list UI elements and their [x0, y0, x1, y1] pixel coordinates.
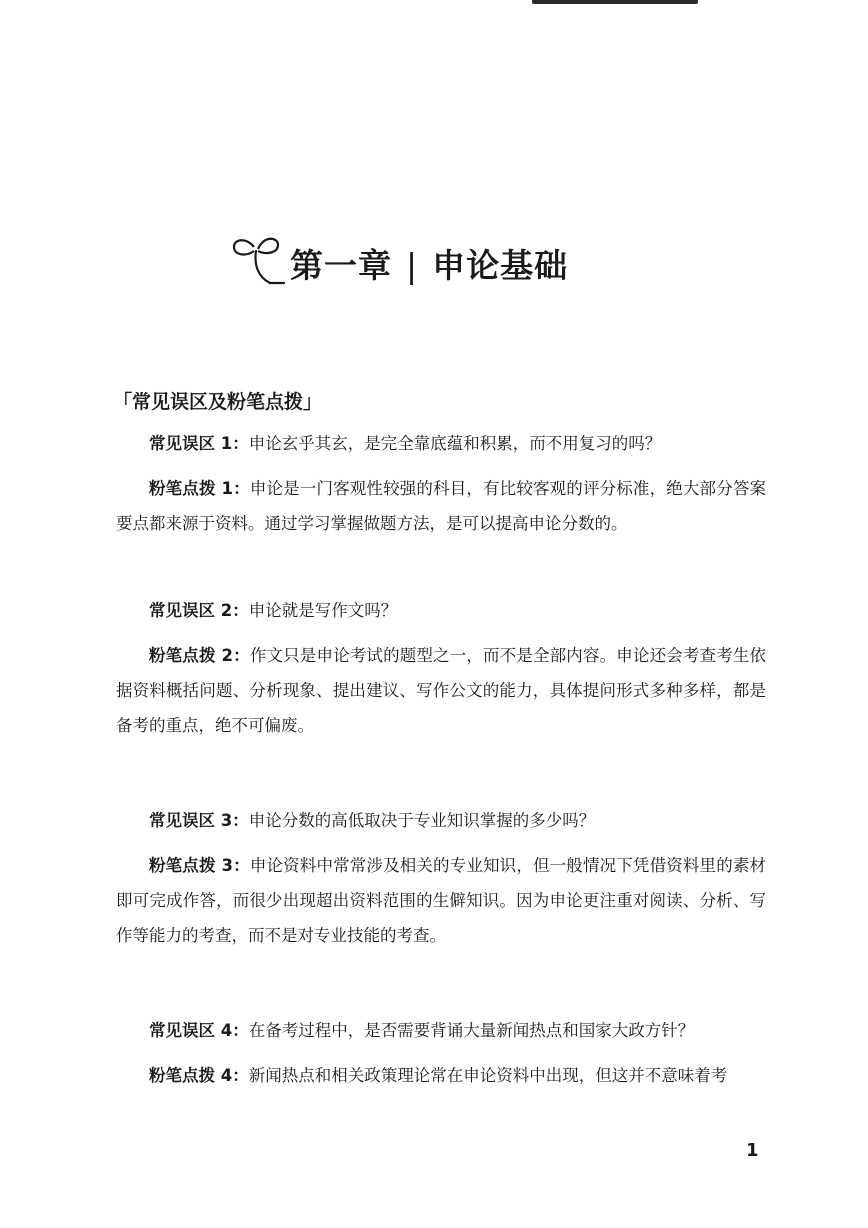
page-number: 1: [746, 1140, 759, 1161]
chapter-name: 申论基础: [432, 245, 569, 285]
misconception-3: [116, 803, 766, 838]
qa-item-3: [116, 803, 766, 953]
misconception-4: [116, 1013, 766, 1048]
misconception-text: 申论玄乎其玄，是完全靠底蕴和积累，而不用复习的吗？: [248, 434, 662, 453]
tip-label: 粉笔点拨 3：: [149, 856, 250, 875]
misconception-text: 在备考过程中，是否需要背诵大量新闻热点和国家大政方针？: [248, 1021, 695, 1040]
top-edge-rule: [532, 0, 698, 4]
misconception-label: 常见误区 2：: [149, 601, 249, 620]
section-title: 「常见误区及粉笔点拨」: [113, 391, 323, 413]
tip-label: 粉笔点拨 1：: [149, 479, 250, 498]
misconception-1: [116, 426, 766, 461]
tip-text: 新闻热点和相关政策理论常在申论资料中出现，但这并不意味着考: [248, 1066, 728, 1085]
chapter-heading: [228, 228, 648, 298]
misconception-label: 常见误区 1：: [149, 434, 249, 453]
chapter-title: [290, 240, 568, 287]
tip-text: 作文只是申论考试的题型之一，而不是全部内容。申论还会考查考生依据资料概括问题、分析现象、提出建议、写作公文的能力，具体提问形式多种多样，都是备考的重点，绝不可偏废。: [116, 646, 767, 735]
chapter-number: 第一章: [290, 245, 392, 285]
misconception-text: 申论就是写作文吗？: [248, 601, 398, 620]
misconception-text: 申论分数的高低取决于专业知识掌握的多少吗？: [248, 811, 596, 830]
tip-text: 申论是一门客观性较强的科目，有比较客观的评分标准，绝大部分答案要点都来源于资料。通过学习掌握做题方法，是可以提高申论分数的。: [116, 479, 767, 533]
misconception-label: 常见误区 4：: [149, 1021, 249, 1040]
tip-4: [116, 1058, 766, 1093]
tip-label: 粉笔点拨 2：: [149, 646, 250, 665]
misconception-2: [116, 593, 766, 628]
misconception-label: 常见误区 3：: [149, 811, 249, 830]
qa-item-2: [116, 593, 766, 743]
tip-1: [116, 471, 766, 541]
sprout-icon: [228, 233, 286, 293]
tip-text: 申论资料中常常涉及相关的专业知识，但一般情况下凭借资料里的素材即可完成作答，而很少出现超出资料范围的生僻知识。因为申论更注重对阅读、分析、写作等能力的考查，而不是对专业技能的考查。: [116, 856, 767, 945]
qa-item-4: [116, 1013, 766, 1093]
qa-item-1: [116, 426, 766, 541]
tip-label: 粉笔点拨 4：: [149, 1066, 249, 1085]
chapter-separator: |: [406, 245, 419, 285]
tip-2: [116, 638, 766, 743]
tip-3: [116, 848, 766, 953]
